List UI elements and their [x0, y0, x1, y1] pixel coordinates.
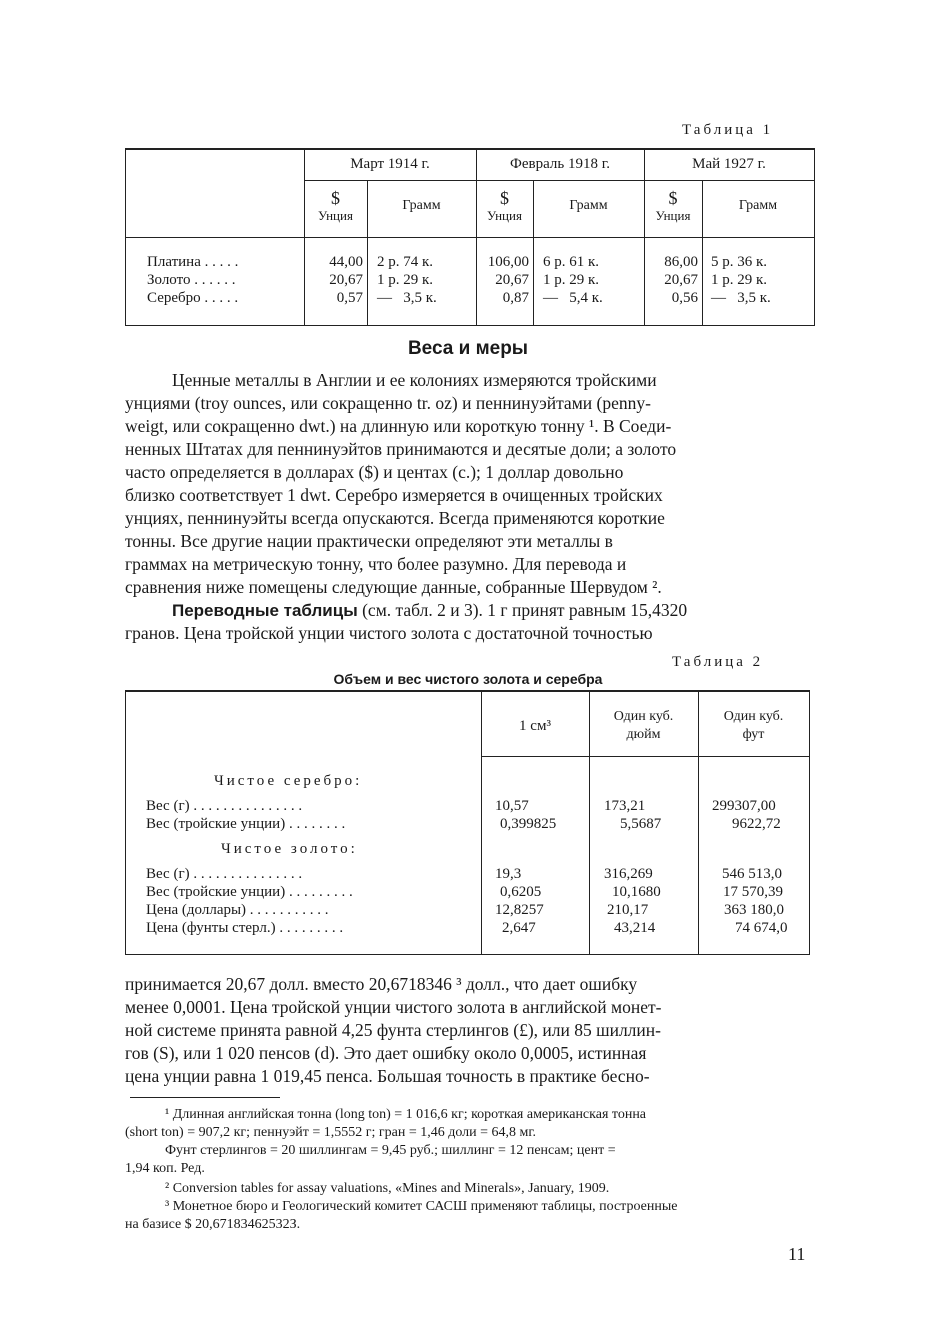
silver-heading: Чистое серебро: [214, 773, 363, 789]
table2 [125, 690, 810, 955]
col-header-cubic-foot-l2: фут [742, 727, 765, 742]
gold-cell: 363 180,0 [724, 902, 784, 918]
gold-heading: Чистое золото: [221, 841, 358, 857]
table2-label: Таблица 2 [672, 654, 764, 670]
ounce-header-2: Унция [487, 208, 522, 223]
footnote-line: на базисе $ 20,67183462532З. [125, 1217, 301, 1232]
paragraph-line: унциями (troy ounces, или сокращенно tr. oz) и пеннинуэйтами (penny- [125, 393, 651, 413]
gold-cell: 0,6205 [500, 884, 542, 900]
table1 [125, 148, 815, 326]
ounce-header-3: Унция [655, 208, 691, 223]
page-number: 11 [788, 1244, 806, 1264]
footnote-line: ² Conversion tables for assay valuations, «Mines and Minerals», January, 1909. [165, 1181, 610, 1196]
gold-cell: 316,269 [604, 866, 653, 882]
paragraph-line: сравнения ниже помещены следующие данные, собранные Шервудом ². [125, 577, 662, 597]
cell-silver-1918-dollar: 0,87 [502, 290, 529, 306]
cell-silver-1927-gram: — 3,5 к. [711, 290, 771, 306]
row-name-gold: Золото . . . . . . [147, 272, 236, 288]
footnote-line: (short ton) = 907,2 кг; пеннуэйт = 1,5552 г; гран = 1,46 доли = 64,8 мг. [125, 1125, 537, 1140]
col-header-cm3: 1 см³ [519, 718, 551, 734]
footnote-line: 1,94 коп. Ред. [125, 1161, 205, 1176]
period-1927: Май 1927 г. [692, 156, 766, 172]
col-header-cubic-inch-l2: дюйм [626, 727, 661, 742]
paragraph-line: близко соответствует 1 dwt. Серебро измеряется в очищенных тройских [125, 485, 663, 505]
silver-cell: 173,21 [604, 798, 646, 814]
silver-cell: 10,57 [495, 798, 529, 814]
silver-cell: 9622,72 [732, 816, 781, 832]
silver-cell: 0,399825 [500, 816, 557, 832]
footnote-line: ¹ Длинная английская тонна (long ton) = 1 016,6 кг; короткая американская тонна [165, 1107, 647, 1122]
paragraph-line: weigt, или сокращенно dwt.) на длинную или короткую тонну ¹. В Соеди- [125, 416, 672, 436]
footnote-line: ³ Монетное бюро и Геологический комитет САСШ применяют таблицы, построенные [165, 1199, 678, 1214]
paragraph-line: Ценные металлы в Англии и ее колониях измеряются тройскими [172, 370, 657, 390]
gold-row-name: Вес (г) . . . . . . . . . . . . . . . [146, 866, 303, 882]
cell-gold-1914-dollar: 20,67 [329, 272, 363, 288]
gold-cell: 2,647 [502, 920, 536, 936]
gold-row-name: Цена (фунты стерл.) . . . . . . . . . [146, 920, 344, 936]
dollar-header-1: $ [331, 188, 340, 208]
gold-row-name: Вес (тройские унции) . . . . . . . . . [146, 884, 353, 900]
cell-platinum-1927-dollar: 86,00 [664, 254, 698, 270]
cell-gold-1927-gram: 1 р. 29 к. [711, 272, 768, 288]
gold-cell: 210,17 [607, 902, 649, 918]
silver-row-name: Вес (тройские унции) . . . . . . . . [146, 816, 346, 832]
cell-silver-1918-gram: — 5,4 к. [543, 290, 603, 306]
gold-cell: 19,3 [495, 866, 522, 882]
paragraph-line: менее 0,0001. Цена тройской унции чистого золота в английской монет- [125, 997, 662, 1017]
paragraph-line: принимается 20,67 долл. вместо 20,6718346 ³ долл., что дает ошибку [125, 974, 638, 994]
paragraph-line [172, 599, 687, 622]
dollar-header-3: $ [668, 188, 678, 208]
gold-cell: 10,1680 [612, 884, 661, 900]
paragraph-text: (см. табл. 2 и 3). 1 г принят равным 15,4320 [357, 600, 688, 620]
gram-header-1: Грамм [402, 198, 441, 213]
table2-title: Объем и вес чистого золота и серебра [333, 671, 603, 687]
paragraph-line: ной системе принята равной 4,25 фунта стерлингов (£), или 85 шиллин- [125, 1020, 661, 1040]
gold-cell: 43,214 [614, 920, 656, 936]
row-name-platinum: Платина . . . . . [147, 254, 239, 270]
col-header-cubic-foot-l1: Один куб. [723, 709, 784, 724]
silver-row-name: Вес (г) . . . . . . . . . . . . . . . [146, 798, 303, 814]
paragraph-line: цена унции равна 1 019,45 пенса. Большая точность в практике бесно- [125, 1066, 650, 1086]
gram-header-2: Грамм [569, 198, 608, 213]
conversion-tables-heading: Переводные таблицы [172, 601, 358, 620]
period-1918: Февраль 1918 г. [510, 156, 610, 172]
cell-platinum-1918-dollar: 106,00 [487, 254, 529, 270]
cell-gold-1918-gram: 1 р. 29 к. [543, 272, 600, 288]
footnote-line: Фунт стерлингов = 20 шиллингам = 9,45 руб.; шиллинг = 12 пенсам; цент = [165, 1143, 616, 1158]
paragraph-line: гранов. Цена тройской унции чистого золота с достаточной точностью [125, 623, 653, 643]
gold-cell: 12,8257 [495, 902, 544, 918]
paragraph-line: гов (S), или 1 020 пенсов (d). Это дает ошибку около 0,0005, истинная [125, 1043, 647, 1063]
cell-platinum-1914-dollar: 44,00 [329, 254, 363, 270]
table1-label: Таблица 1 [682, 122, 774, 138]
cell-silver-1914-dollar: 0,57 [336, 290, 363, 306]
cell-platinum-1914-gram: 2 р. 74 к. [377, 254, 434, 270]
footnote-rule [130, 1097, 280, 1098]
cell-silver-1927-dollar: 0,56 [671, 290, 698, 306]
paragraph-line: часто определяется в долларах ($) и центах (c.); 1 доллар довольно [125, 462, 624, 482]
section-title: Веса и меры [407, 338, 529, 359]
cell-gold-1914-gram: 1 р. 29 к. [377, 272, 434, 288]
silver-cell: 299307,00 [712, 798, 776, 814]
gram-header-3: Грамм [738, 198, 778, 213]
silver-cell: 5,5687 [620, 816, 662, 832]
gold-cell: 546 513,0 [722, 866, 782, 882]
col-header-cubic-inch-l1: Один куб. [613, 709, 674, 724]
dollar-header-2: $ [500, 188, 509, 208]
gold-cell: 74 674,0 [735, 920, 788, 936]
period-1914: Март 1914 г. [350, 156, 430, 172]
paragraph-line: унциях, пеннинуэйты всегда опускаются. Всегда применяются короткие [125, 508, 665, 528]
cell-platinum-1927-gram: 5 р. 36 к. [711, 254, 768, 270]
gold-cell: 17 570,39 [723, 884, 783, 900]
cell-gold-1927-dollar: 20,67 [664, 272, 698, 288]
ounce-header-1: Унция [318, 208, 353, 223]
gold-row-name: Цена (доллары) . . . . . . . . . . . [146, 902, 329, 918]
cell-silver-1914-gram: — 3,5 к. [377, 290, 437, 306]
paragraph-line: граммах на метрическую тонну, что более разумно. Для перевода и [125, 554, 627, 574]
cell-gold-1918-dollar: 20,67 [495, 272, 529, 288]
paragraph-line: ненных Штатах для пеннинуэйтов принимаются и десятые доли; а золото [125, 439, 677, 459]
row-name-silver: Серебро . . . . . [147, 290, 239, 306]
cell-platinum-1918-gram: 6 р. 61 к. [543, 254, 600, 270]
paragraph-line: тонны. Все другие нации практически определяют эти металлы в [125, 531, 613, 551]
